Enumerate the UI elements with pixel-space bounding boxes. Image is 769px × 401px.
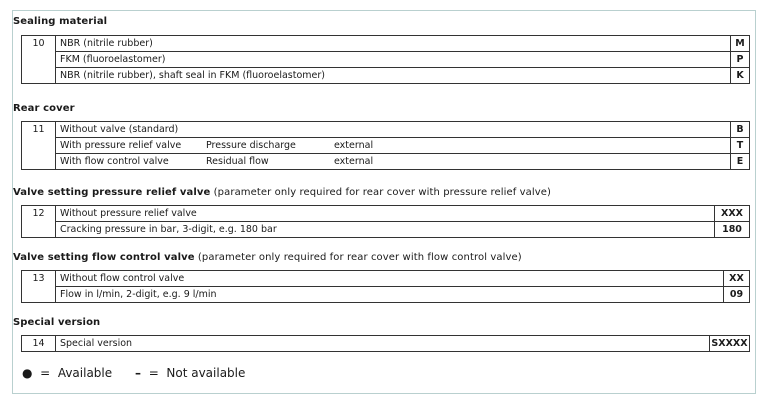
table-row <box>22 222 750 238</box>
option-description: FKM (fluoroelastomer) <box>56 52 731 68</box>
option-code: T <box>731 138 750 154</box>
valve-mode: external <box>334 140 374 151</box>
option-description <box>56 154 731 170</box>
option-code: XX <box>724 271 750 287</box>
option-code: P <box>731 52 750 68</box>
valve-type: With flow control valve <box>60 156 169 167</box>
valve-function: Residual flow <box>206 156 269 167</box>
table-row <box>22 138 750 154</box>
table-row <box>22 68 750 84</box>
option-description: Without pressure relief valve <box>56 206 715 222</box>
sealing-material-table <box>21 35 750 84</box>
option-code: E <box>731 154 750 170</box>
availability-legend <box>22 366 245 380</box>
row-number: 11 <box>22 122 56 170</box>
legend-equals: = <box>40 366 51 380</box>
option-description: NBR (nitrile rubber) <box>56 36 731 52</box>
valve-mode: external <box>334 156 374 167</box>
option-description <box>56 138 731 154</box>
section-title-sealing-material: Sealing material <box>13 16 108 27</box>
legend-available-label: Available <box>57 366 113 380</box>
legend-not-available-label: Not available <box>166 366 246 380</box>
option-description: Flow in l/min, 2-digit, e.g. 9 l/min <box>56 287 724 303</box>
available-bullet-icon: ● <box>22 366 33 380</box>
option-description: Cracking pressure in bar, 3-digit, e.g. 180 bar <box>56 222 715 238</box>
option-code: B <box>731 122 750 138</box>
option-description: NBR (nitrile rubber), shaft seal in FKM (fluoroelastomer) <box>56 68 731 84</box>
row-number: 13 <box>22 271 56 303</box>
option-description: Special version <box>56 336 710 352</box>
section-title-rear-cover: Rear cover <box>13 103 75 114</box>
section-title-pressure-relief-setting: Valve setting pressure relief valve (parameter only required for rear cover with pressure relief valve) <box>13 187 552 198</box>
row-number: 14 <box>22 336 56 352</box>
option-code: 180 <box>715 222 750 238</box>
table-row <box>22 36 750 52</box>
legend-equals: = <box>148 366 159 380</box>
option-code: SXXXX <box>710 336 750 352</box>
table-row <box>22 122 750 138</box>
option-code: K <box>731 68 750 84</box>
option-code: XXX <box>715 206 750 222</box>
pressure-relief-setting-table <box>21 205 750 238</box>
section-title-special-version: Special version <box>13 317 101 328</box>
table-row <box>22 336 750 352</box>
table-row <box>22 206 750 222</box>
row-number: 10 <box>22 36 56 84</box>
flow-control-setting-table <box>21 270 750 303</box>
option-description: Without flow control valve <box>56 271 724 287</box>
option-description: Without valve (standard) <box>56 122 731 138</box>
table-row <box>22 271 750 287</box>
option-code: 09 <box>724 287 750 303</box>
table-row <box>22 154 750 170</box>
not-available-dash-icon: – <box>135 366 142 380</box>
table-row <box>22 52 750 68</box>
valve-type: With pressure relief valve <box>60 140 182 151</box>
section-title-flow-control-setting: Valve setting flow control valve (parameter only required for rear cover with flow control valve) <box>13 252 522 263</box>
special-version-table <box>21 335 750 352</box>
option-code: M <box>731 36 750 52</box>
rear-cover-table <box>21 121 750 170</box>
valve-function: Pressure discharge <box>206 140 296 151</box>
table-row <box>22 287 750 303</box>
row-number: 12 <box>22 206 56 238</box>
